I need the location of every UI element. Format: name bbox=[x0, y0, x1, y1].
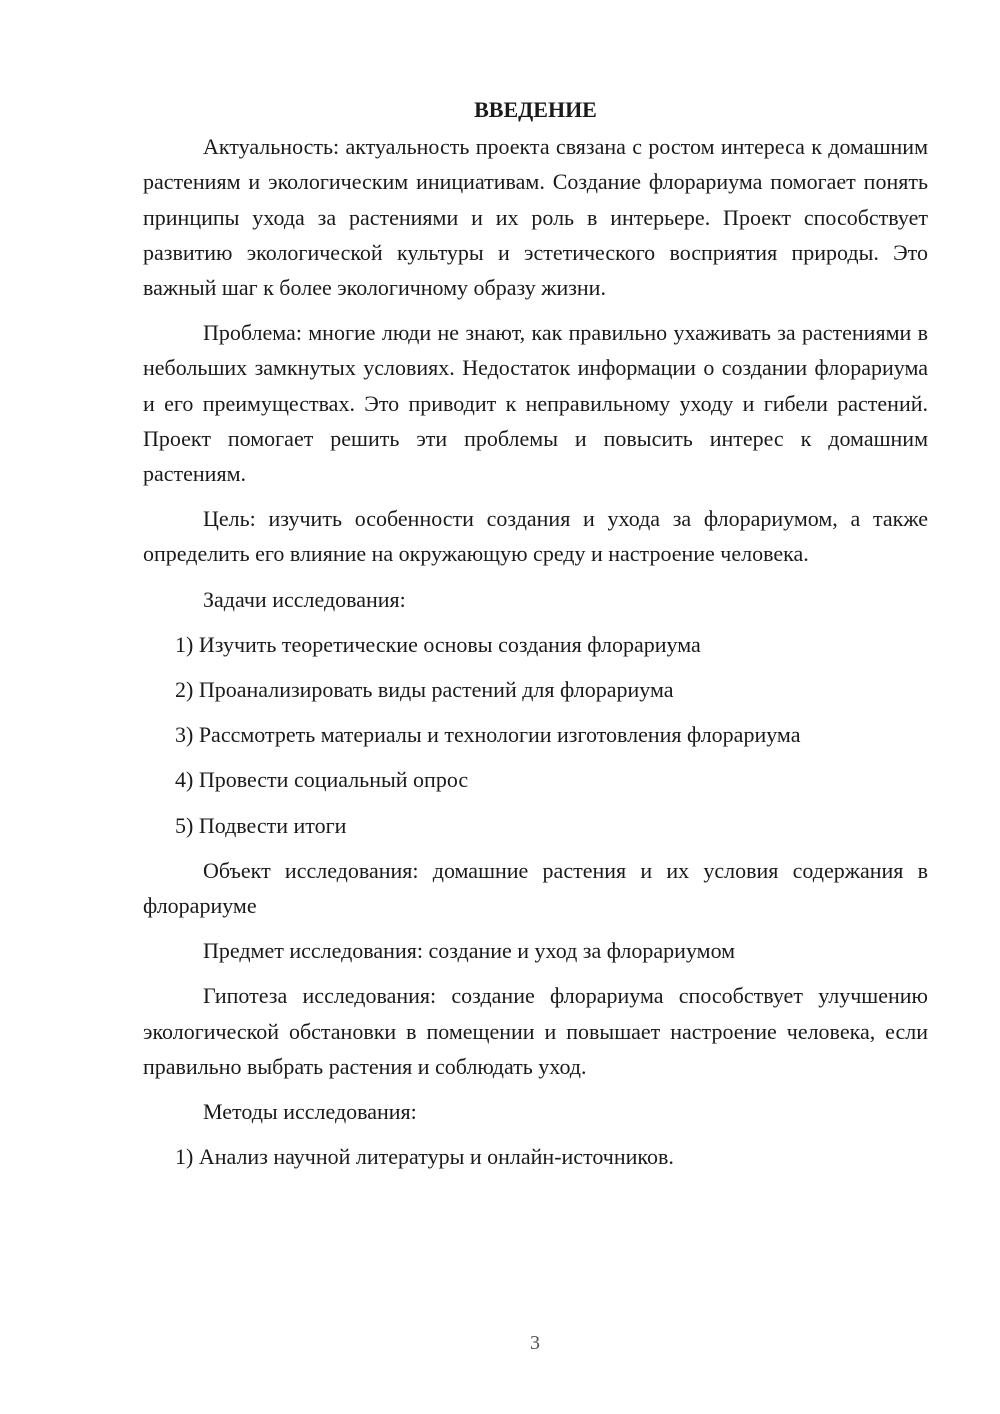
task-item-1: 1) Изучить теоретические основы создания флорариума bbox=[175, 631, 701, 657]
page-number: 3 bbox=[530, 1332, 540, 1354]
methods-heading: Методы исследования: bbox=[203, 1099, 417, 1125]
problem-paragraph: Проблема: многие люди не знают, как правильно ухаживать за растениями в небольших замкнутых условиях. Недостаток информации о создании флорариума и его преимуществах. Это приводит к неправильному уходу и гибели растений. Проект помогает решить эти проблемы и повысить интерес к домашним растениям. bbox=[143, 320, 928, 487]
task-item-3: 3) Рассмотреть материалы и технологии изготовления флорариума bbox=[175, 722, 801, 748]
subject-paragraph: Предмет исследования: создание и уход за флорариумом bbox=[203, 938, 736, 964]
task-item-2: 2) Проанализировать виды растений для флорариума bbox=[175, 677, 674, 703]
hypothesis-paragraph: Гипотеза исследования: создание флорариума способствует улучшению экологической обстановки в помещении и повышает настроение человека, если правильно выбрать растения и соблюдать уход. bbox=[143, 983, 928, 1079]
goal-paragraph: Цель: изучить особенности создания и ухода за флорариумом, а также определить его влияние на окружающую среду и настроение человека. bbox=[143, 506, 928, 567]
method-item-1: 1) Анализ научной литературы и онлайн-источников. bbox=[175, 1144, 674, 1170]
relevance-paragraph: Актуальность: актуальность проекта связана с ростом интереса к домашним растениям и экологическим инициативам. Создание флорариума помогает понять принципы ухода за растениями и их роль в интерьере. Проект способствует развитию экологической культуры и эстетического восприятия природы. Это важный шаг к более экологичному образу жизни. bbox=[143, 134, 928, 301]
section-title: ВВЕДЕНИЕ bbox=[474, 97, 597, 122]
task-item-5: 5) Подвести итоги bbox=[175, 812, 347, 838]
task-item-4: 4) Провести социальный опрос bbox=[175, 767, 469, 793]
tasks-heading: Задачи исследования: bbox=[203, 586, 406, 612]
document-page bbox=[143, 92, 928, 1184]
object-paragraph: Объект исследования: домашние растения и их условия содержания в флорариуме bbox=[143, 857, 928, 919]
